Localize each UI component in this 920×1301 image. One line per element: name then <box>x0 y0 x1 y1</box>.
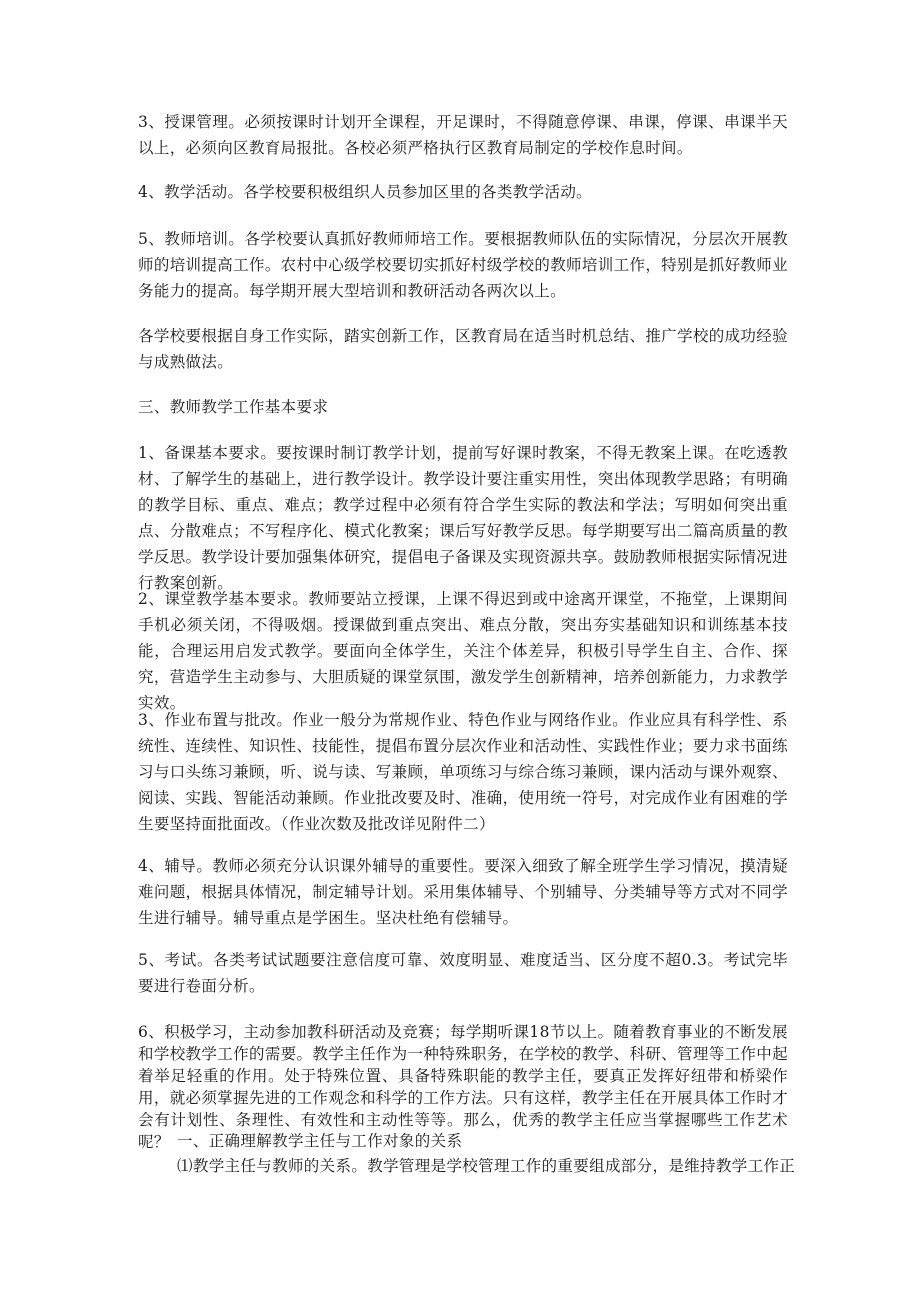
paragraph-lesson-prep: 1、备课基本要求。要按课时制订教学计划，提前写好课时教案，不得无教案上课。在吃透教材、了解学生的基础上，进行教学设计。教学设计要注重实用性，突出体现教学思路；有明确的教学目标、重点、难点；教学过程中必须有符合学生实际的教法和学法；写明如何突出重点、分散难点；不写程序化、模式化教案；课后写好教学反思。每学期要写出二篇高质量的教学反思。教学设计要加强集体研究，提倡电子备课及实现资源共享。鼓励教师根据实际情况进行教案创新。 <box>138 444 788 592</box>
section-heading-teacher-requirements: 三、教师教学工作基本要求 <box>138 398 329 416</box>
paragraph-exams: 5、考试。各类考试试题要注意信度可靠、效度明显、难度适当、区分度不超0.3。考试完毕要进行卷面分析。 <box>138 951 788 995</box>
paragraph-teaching-management: 3、授课管理。必须按课时计划开全课程，开足课时，不得随意停课、串课，停课、串课半天以上，必须向区教育局报批。各校必须严格执行区教育局制定的学校作息时间。 <box>138 113 788 157</box>
paragraph-director-teacher-relation: ⑴教学主任与教师的关系。教学管理是学校管理工作的重要组成部分，是维持教学工作正 <box>177 1157 796 1175</box>
paragraph-homework: 3、作业布置与批改。作业一般分为常规作业、特色作业与网络作业。作业应具有科学性、系统性、连续性、知识性、技能性，提倡布置分层次作业和活动性、实践性作业；要力求书面练习与口头练习兼顾，听、说与读、写兼顾，单项练习与综合练习兼顾，课内活动与课外观察、阅读、实践、智能活动兼顾。作业批改要及时、准确，使用统一符号，对完成作业有困难的学生要坚持面批面改。（作业次数及批改详见附件二） <box>138 711 788 833</box>
paragraph-teacher-training: 5、教师培训。各学校要认真抓好教师师培工作。要根据教师队伍的实际情况，分层次开展教师的培训提高工作。农村中心级学校要切实抓好村级学校的教师培训工作，特别是抓好教师业务能力的提高。每学期开展大型培训和教研活动各两次以上。 <box>138 230 788 300</box>
paragraph-active-learning: 6、积极学习，主动参加教科研活动及竞赛；每学期听课18节以上。随着教育事业的不断发展和学校教学工作的需要。教学主任作为一种特殊职务，在学校的教学、科研、管理等工作中起着举足轻重的作用。处于特殊位置、具备特殊职能的教学主任，要真正发挥好纽带和桥梁作用，就必须掌握先进的工作观念和科学的工作方法。只有这样，教学主任在开展具体工作时才会有计划性、条理性、有效性和主动性等等。那么，优秀的教学主任应当掌握哪些工作艺术呢？ <box>138 1023 788 1151</box>
paragraph-teaching-activities: 4、教学活动。各学校要积极组织人员参加区里的各类教学活动。 <box>138 183 593 201</box>
paragraph-classroom-teaching: 2、课堂教学基本要求。教师要站立授课，上课不得迟到或中途离开课堂，不拖堂，上课期间手机必须关闭，不得吸烟。授课做到重点突出、难点分散，突出夯实基础知识和训练基本技能，合理运用启发式教学。要面向全体学生，关注个体差异，积极引导学生自主、合作、探究，营造学生主动参与、大胆质疑的课堂氛围，激发学生创新精神，培养创新能力，力求教学实效。 <box>138 590 788 712</box>
subsection-heading-relationships: 一、正确理解教学主任与工作对象的关系 <box>177 1132 463 1150</box>
paragraph-tutoring: 4、辅导。教师必须充分认识课外辅导的重要性。要深入细致了解全班学生学习情况，摸清疑难问题，根据具体情况，制定辅导计划。采用集体辅导、个别辅导、分类辅导等方式对不同学生进行辅导。辅导重点是学困生。坚决杜绝有偿辅导。 <box>138 857 788 927</box>
paragraph-school-innovation: 各学校要根据自身工作实际，踏实创新工作，区教育局在适当时机总结、推广学校的成功经验与成熟做法。 <box>138 327 788 371</box>
